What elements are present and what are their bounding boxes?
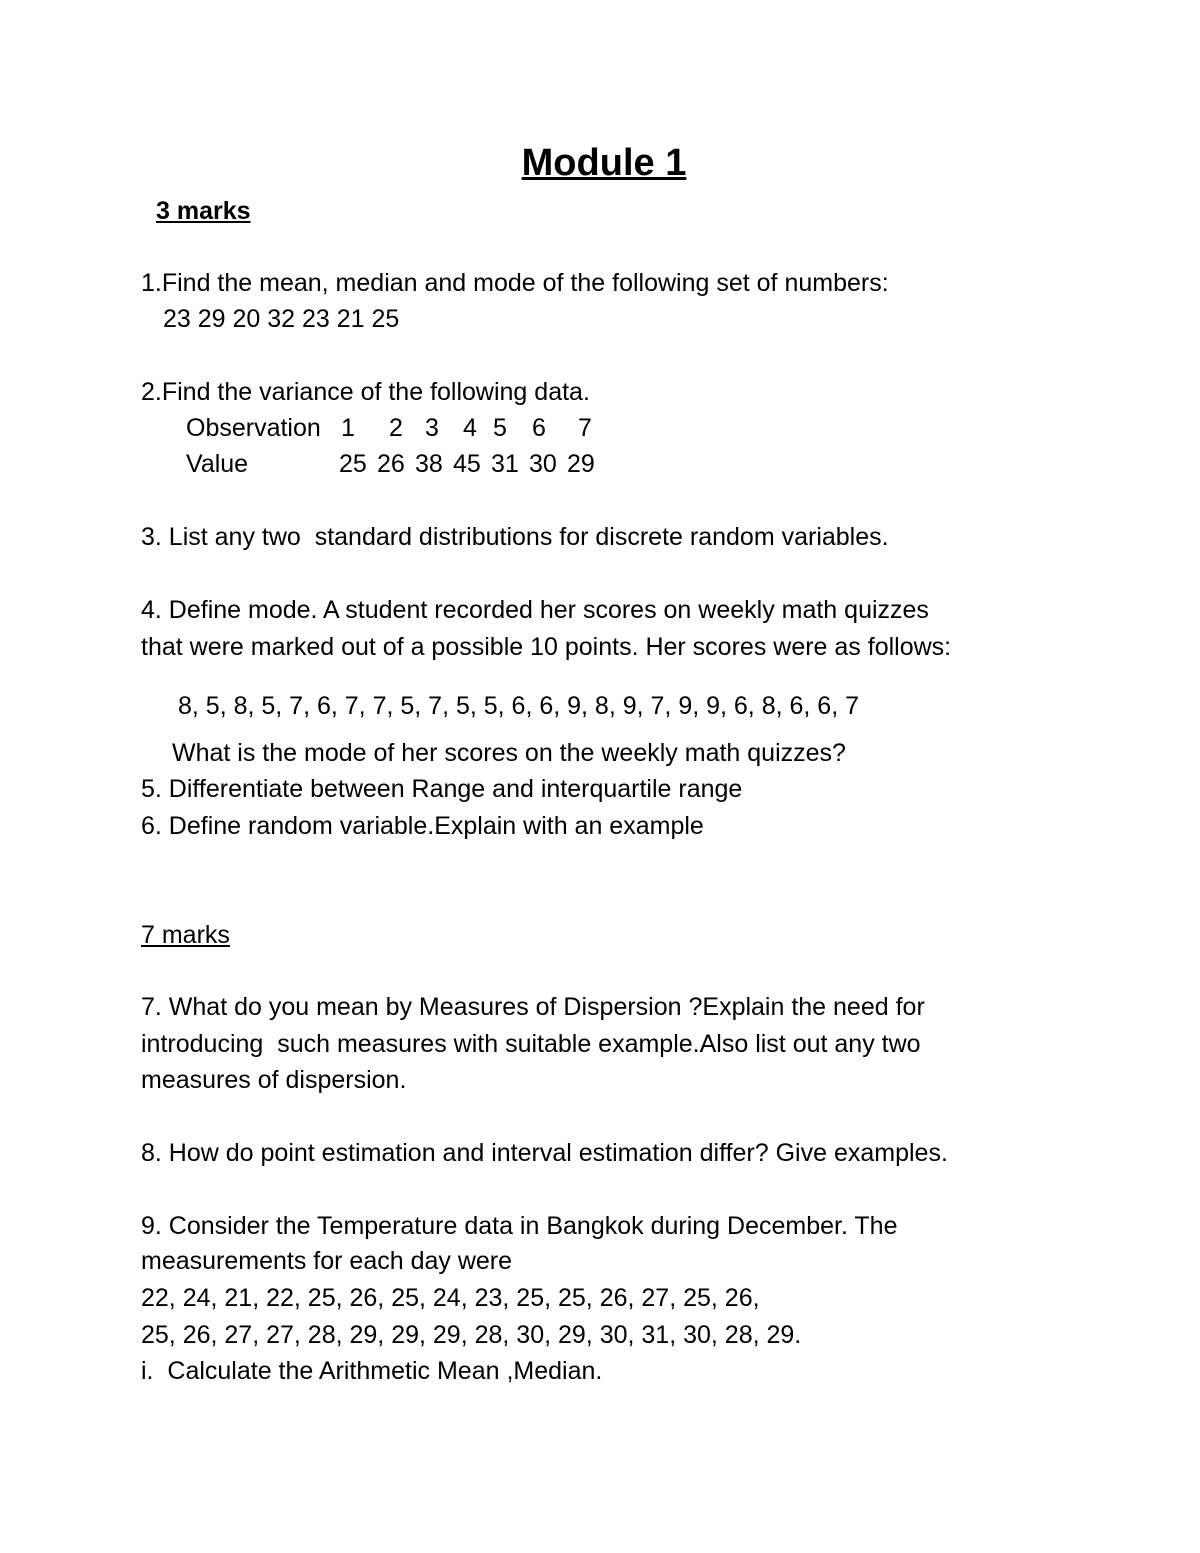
question-4-scores: 8, 5, 8, 5, 7, 6, 7, 7, 5, 7, 5, 5, 6, 6, 9, 8, 9, 7, 9, 9, 6, 8, 6, 6, 7 xyxy=(178,692,859,720)
value-cell: 25 xyxy=(339,450,367,478)
value-cell: 45 xyxy=(453,450,481,478)
question-6-text: 6. Define random variable.Explain with an example xyxy=(141,812,704,840)
question-3-text: 3. List any two standard distributions for discrete random variables. xyxy=(141,523,889,551)
question-9-data-1: 22, 24, 21, 22, 25, 26, 25, 24, 23, 25, 25, 26, 27, 25, 26, xyxy=(141,1284,760,1312)
question-4-line-1: 4. Define mode. A student recorded her scores on weekly math quizzes xyxy=(141,596,929,624)
value-row xyxy=(0,449,1200,479)
question-9-part-i: i. Calculate the Arithmetic Mean ,Median. xyxy=(141,1357,603,1385)
observation-cell: 1 xyxy=(341,414,355,442)
question-4-question: What is the mode of her scores on the weekly math quizzes? xyxy=(172,739,846,767)
observation-row xyxy=(0,413,1200,443)
observation-cell: 2 xyxy=(389,414,403,442)
observation-cell: 7 xyxy=(578,414,592,442)
question-4-line-2: that were marked out of a possible 10 points. Her scores were as follows: xyxy=(141,633,952,661)
section-heading-3-marks: 3 marks xyxy=(156,197,251,225)
section-heading-7-marks: 7 marks xyxy=(141,921,230,949)
observation-cell: 6 xyxy=(532,414,546,442)
value-cell: 31 xyxy=(491,450,519,478)
observation-cell: 3 xyxy=(425,414,439,442)
question-9-data-2: 25, 26, 27, 27, 28, 29, 29, 29, 28, 30, 29, 30, 31, 30, 28, 29. xyxy=(141,1321,802,1349)
observation-label: Observation xyxy=(186,414,321,442)
question-9-line-2: measurements for each day were xyxy=(141,1247,513,1275)
question-5-text: 5. Differentiate between Range and interquartile range xyxy=(141,775,743,803)
question-7-line-1: 7. What do you mean by Measures of Dispersion ?Explain the need for xyxy=(141,993,925,1021)
value-cell: 30 xyxy=(529,450,557,478)
question-8-text: 8. How do point estimation and interval estimation differ? Give examples. xyxy=(141,1139,948,1167)
page-title: Module 1 xyxy=(521,142,687,184)
value-label: Value xyxy=(186,450,249,478)
observation-cell: 4 xyxy=(463,414,477,442)
value-cell: 29 xyxy=(567,450,595,478)
question-7-line-3: measures of dispersion. xyxy=(141,1066,407,1094)
value-cell: 26 xyxy=(377,450,405,478)
question-1-numbers: 23 29 20 32 23 21 25 xyxy=(163,305,400,333)
question-1-text: 1.Find the mean, median and mode of the following set of numbers: xyxy=(141,269,889,297)
question-7-line-2: introducing such measures with suitable example.Also list out any two xyxy=(141,1030,921,1058)
value-cell: 38 xyxy=(415,450,443,478)
observation-cell: 5 xyxy=(493,414,507,442)
question-2-text: 2.Find the variance of the following data. xyxy=(141,378,590,406)
question-9-line-1: 9. Consider the Temperature data in Bangkok during December. The xyxy=(141,1212,898,1240)
